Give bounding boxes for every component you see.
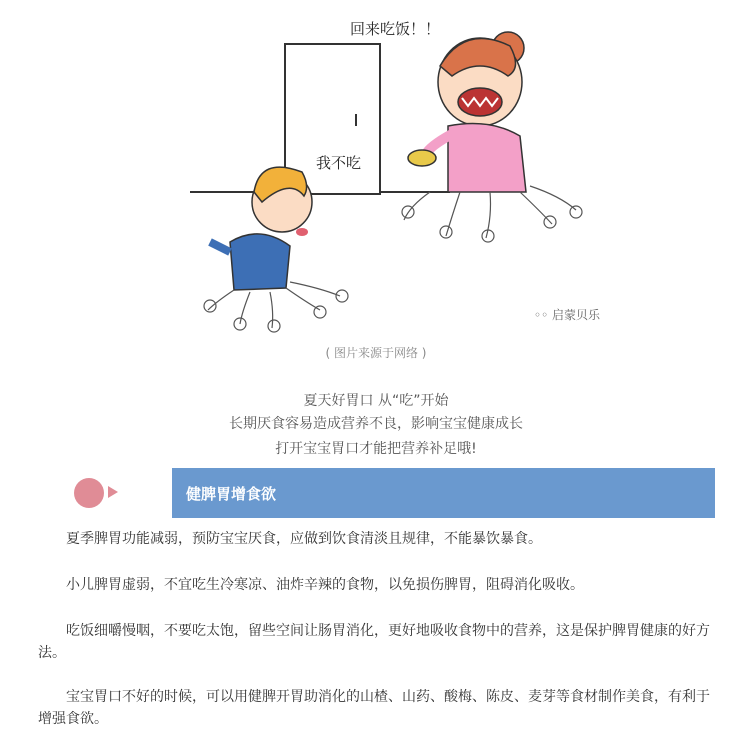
- mom-figure: [408, 32, 526, 192]
- wechat-icon: ◦◦: [534, 308, 549, 322]
- paragraph-4: 宝宝胃口不好的时候，可以用健脾开胃助消化的山楂、山药、酸梅、陈皮、麦芽等食材制作美食，有利于增强食欲。: [38, 689, 710, 727]
- cartoon-illustration: [190, 6, 610, 336]
- intro-line-2: 长期厌食容易造成营养不良，影响宝宝健康成长: [229, 416, 523, 432]
- intro-line-1: 夏天好胃口 从“吃”开始: [303, 393, 449, 409]
- watermark: [534, 306, 600, 323]
- section-marker-circle: [74, 478, 104, 508]
- section-title: 健脾胃增食欲: [186, 485, 277, 503]
- mom-speed-lines: [402, 186, 582, 242]
- paragraph-3: 吃饭细嚼慢咽，不要吃太饱，留些空间让肠胃消化，更好地吸收食物中的营养，这是保护脾胃健康的好方法。: [38, 623, 710, 661]
- image-caption: ( 图片来源于网络 ): [325, 346, 427, 360]
- child-figure: [210, 167, 312, 290]
- paragraph-1: 夏季脾胃功能减弱，预防宝宝厌食，应做到饮食清淡且规律，不能暴饮暴食。: [66, 531, 542, 547]
- child-speech-text: 我不吃: [316, 154, 362, 172]
- paragraph-2: 小儿脾胃虚弱，不宜吃生冷寒凉、油炸辛辣的食物，以免损伤脾胃，阻碍消化吸收。: [66, 577, 584, 593]
- mom-speech-text: 回来吃饭！！: [350, 20, 441, 38]
- section-marker-arrow-icon: [108, 486, 118, 498]
- watermark-text: 启蒙贝乐: [551, 308, 600, 322]
- child-speed-lines: [204, 282, 348, 332]
- intro-line-3: 打开宝宝胃口才能把营养补足哦!: [275, 441, 477, 457]
